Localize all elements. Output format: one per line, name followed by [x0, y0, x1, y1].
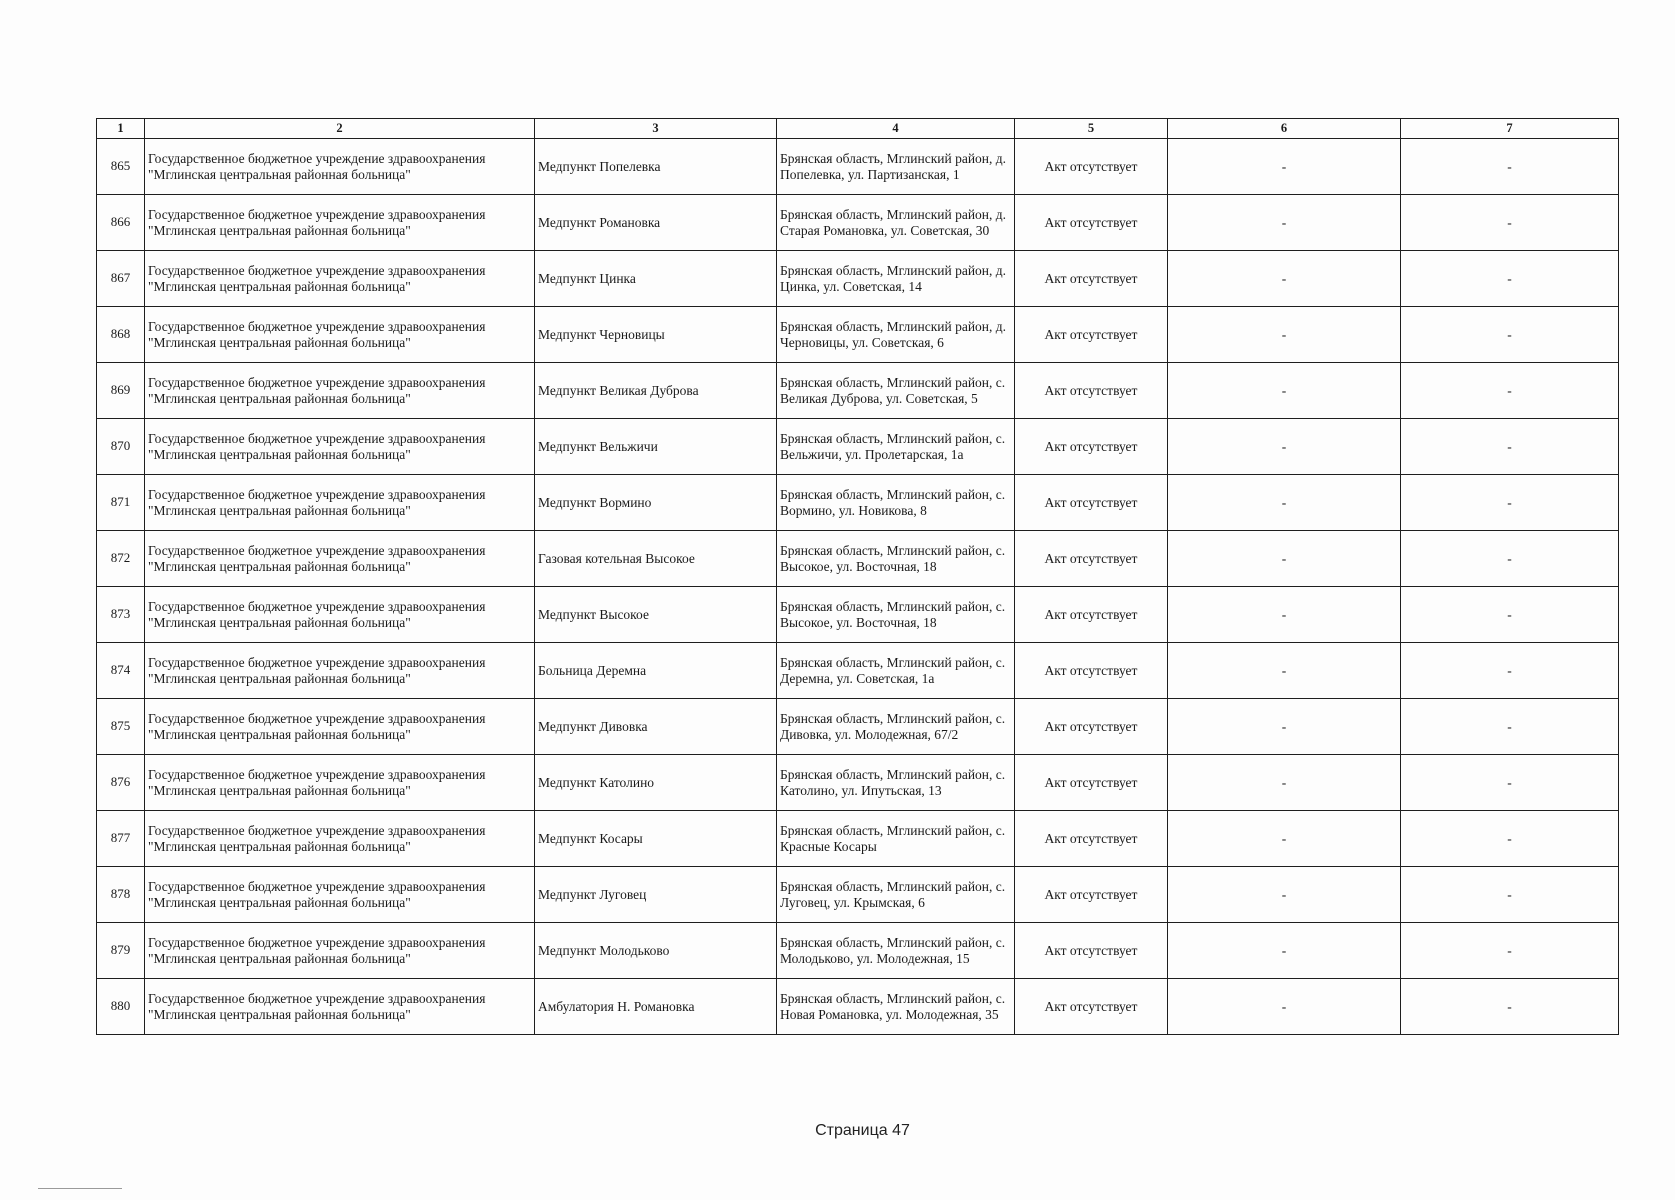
organization-cell: Государственное бюджетное учреждение здравоохранения "Мглинская центральная районная больница" [145, 251, 535, 307]
object-name-cell: Медпункт Высокое [535, 587, 777, 643]
row-number-cell: 878 [97, 867, 145, 923]
act-status-cell: Акт отсутствует [1015, 419, 1168, 475]
column-header: 3 [535, 119, 777, 139]
column-7-cell: - [1401, 531, 1619, 587]
row-number-cell: 874 [97, 643, 145, 699]
column-6-cell: - [1168, 363, 1401, 419]
registry-table [96, 118, 1619, 1035]
row-number-cell: 877 [97, 811, 145, 867]
act-status-cell: Акт отсутствует [1015, 755, 1168, 811]
column-7-cell: - [1401, 923, 1619, 979]
organization-cell: Государственное бюджетное учреждение здравоохранения "Мглинская центральная районная больница" [145, 811, 535, 867]
margin-divider [38, 1188, 122, 1189]
table-row [97, 587, 1619, 643]
address-cell: Брянская область, Мглинский район, с. Луговец, ул. Крымская, 6 [777, 867, 1015, 923]
column-6-cell: - [1168, 867, 1401, 923]
column-7-cell: - [1401, 867, 1619, 923]
column-6-cell: - [1168, 251, 1401, 307]
object-name-cell: Медпункт Попелевка [535, 139, 777, 195]
object-name-cell: Больница Деремна [535, 643, 777, 699]
act-status-cell: Акт отсутствует [1015, 699, 1168, 755]
object-name-cell: Медпункт Католино [535, 755, 777, 811]
row-number-cell: 867 [97, 251, 145, 307]
object-name-cell: Амбулатория Н. Романовка [535, 979, 777, 1035]
object-name-cell: Медпункт Черновицы [535, 307, 777, 363]
act-status-cell: Акт отсутствует [1015, 811, 1168, 867]
column-6-cell: - [1168, 755, 1401, 811]
column-6-cell: - [1168, 195, 1401, 251]
row-number-cell: 880 [97, 979, 145, 1035]
address-cell: Брянская область, Мглинский район, с. Молодьково, ул. Молодежная, 15 [777, 923, 1015, 979]
column-6-cell: - [1168, 307, 1401, 363]
table-row [97, 139, 1619, 195]
table-row [97, 923, 1619, 979]
table-row [97, 643, 1619, 699]
column-header: 2 [145, 119, 535, 139]
object-name-cell: Медпункт Великая Дуброва [535, 363, 777, 419]
column-6-cell: - [1168, 811, 1401, 867]
act-status-cell: Акт отсутствует [1015, 363, 1168, 419]
table-row [97, 251, 1619, 307]
object-name-cell: Медпункт Молодьково [535, 923, 777, 979]
table-row [97, 811, 1619, 867]
address-cell: Брянская область, Мглинский район, с. Деремна, ул. Советская, 1а [777, 643, 1015, 699]
organization-cell: Государственное бюджетное учреждение здравоохранения "Мглинская центральная районная больница" [145, 699, 535, 755]
table-row [97, 475, 1619, 531]
object-name-cell: Медпункт Цинка [535, 251, 777, 307]
act-status-cell: Акт отсутствует [1015, 139, 1168, 195]
column-7-cell: - [1401, 699, 1619, 755]
column-7-cell: - [1401, 979, 1619, 1035]
organization-cell: Государственное бюджетное учреждение здравоохранения "Мглинская центральная районная больница" [145, 419, 535, 475]
organization-cell: Государственное бюджетное учреждение здравоохранения "Мглинская центральная районная больница" [145, 195, 535, 251]
table-row [97, 699, 1619, 755]
column-header: 6 [1168, 119, 1401, 139]
act-status-cell: Акт отсутствует [1015, 531, 1168, 587]
organization-cell: Государственное бюджетное учреждение здравоохранения "Мглинская центральная районная больница" [145, 867, 535, 923]
column-7-cell: - [1401, 307, 1619, 363]
row-number-cell: 876 [97, 755, 145, 811]
column-6-cell: - [1168, 699, 1401, 755]
table-row [97, 755, 1619, 811]
address-cell: Брянская область, Мглинский район, с. Высокое, ул. Восточная, 18 [777, 531, 1015, 587]
organization-cell: Государственное бюджетное учреждение здравоохранения "Мглинская центральная районная больница" [145, 923, 535, 979]
organization-cell: Государственное бюджетное учреждение здравоохранения "Мглинская центральная районная больница" [145, 307, 535, 363]
row-number-cell: 866 [97, 195, 145, 251]
address-cell: Брянская область, Мглинский район, д. Черновицы, ул. Советская, 6 [777, 307, 1015, 363]
act-status-cell: Акт отсутствует [1015, 587, 1168, 643]
header-row [97, 119, 1619, 139]
row-number-cell: 869 [97, 363, 145, 419]
row-number-cell: 868 [97, 307, 145, 363]
table-row [97, 363, 1619, 419]
column-6-cell: - [1168, 923, 1401, 979]
act-status-cell: Акт отсутствует [1015, 251, 1168, 307]
column-6-cell: - [1168, 643, 1401, 699]
column-6-cell: - [1168, 979, 1401, 1035]
row-number-cell: 872 [97, 531, 145, 587]
column-7-cell: - [1401, 139, 1619, 195]
table-row [97, 307, 1619, 363]
column-header: 1 [97, 119, 145, 139]
object-name-cell: Газовая котельная Высокое [535, 531, 777, 587]
act-status-cell: Акт отсутствует [1015, 867, 1168, 923]
column-7-cell: - [1401, 643, 1619, 699]
organization-cell: Государственное бюджетное учреждение здравоохранения "Мглинская центральная районная больница" [145, 531, 535, 587]
organization-cell: Государственное бюджетное учреждение здравоохранения "Мглинская центральная районная больница" [145, 587, 535, 643]
page-number: Страница 47 [815, 1122, 910, 1139]
address-cell: Брянская область, Мглинский район, д. Старая Романовка, ул. Советская, 30 [777, 195, 1015, 251]
column-7-cell: - [1401, 195, 1619, 251]
row-number-cell: 871 [97, 475, 145, 531]
organization-cell: Государственное бюджетное учреждение здравоохранения "Мглинская центральная районная больница" [145, 363, 535, 419]
address-cell: Брянская область, Мглинский район, с. Католино, ул. Ипутьская, 13 [777, 755, 1015, 811]
act-status-cell: Акт отсутствует [1015, 923, 1168, 979]
object-name-cell: Медпункт Косары [535, 811, 777, 867]
column-6-cell: - [1168, 475, 1401, 531]
column-6-cell: - [1168, 139, 1401, 195]
column-7-cell: - [1401, 363, 1619, 419]
column-7-cell: - [1401, 587, 1619, 643]
column-7-cell: - [1401, 251, 1619, 307]
column-6-cell: - [1168, 587, 1401, 643]
act-status-cell: Акт отсутствует [1015, 643, 1168, 699]
address-cell: Брянская область, Мглинский район, д. Цинка, ул. Советская, 14 [777, 251, 1015, 307]
column-header: 7 [1401, 119, 1619, 139]
object-name-cell: Медпункт Вельжичи [535, 419, 777, 475]
object-name-cell: Медпункт Дивовка [535, 699, 777, 755]
row-number-cell: 879 [97, 923, 145, 979]
column-7-cell: - [1401, 811, 1619, 867]
act-status-cell: Акт отсутствует [1015, 475, 1168, 531]
column-header: 4 [777, 119, 1015, 139]
act-status-cell: Акт отсутствует [1015, 307, 1168, 363]
act-status-cell: Акт отсутствует [1015, 979, 1168, 1035]
row-number-cell: 873 [97, 587, 145, 643]
object-name-cell: Медпункт Вормино [535, 475, 777, 531]
column-6-cell: - [1168, 419, 1401, 475]
column-6-cell: - [1168, 531, 1401, 587]
address-cell: Брянская область, Мглинский район, д. Попелевка, ул. Партизанская, 1 [777, 139, 1015, 195]
table-row [97, 867, 1619, 923]
address-cell: Брянская область, Мглинский район, с. Вормино, ул. Новикова, 8 [777, 475, 1015, 531]
column-7-cell: - [1401, 755, 1619, 811]
address-cell: Брянская область, Мглинский район, с. Новая Романовка, ул. Молодежная, 35 [777, 979, 1015, 1035]
object-name-cell: Медпункт Романовка [535, 195, 777, 251]
table-row [97, 419, 1619, 475]
row-number-cell: 875 [97, 699, 145, 755]
organization-cell: Государственное бюджетное учреждение здравоохранения "Мглинская центральная районная больница" [145, 643, 535, 699]
column-7-cell: - [1401, 419, 1619, 475]
table-row [97, 531, 1619, 587]
organization-cell: Государственное бюджетное учреждение здравоохранения "Мглинская центральная районная больница" [145, 979, 535, 1035]
table-body [97, 139, 1619, 1035]
column-header: 5 [1015, 119, 1168, 139]
object-name-cell: Медпункт Луговец [535, 867, 777, 923]
organization-cell: Государственное бюджетное учреждение здравоохранения "Мглинская центральная районная больница" [145, 475, 535, 531]
table-row [97, 195, 1619, 251]
act-status-cell: Акт отсутствует [1015, 195, 1168, 251]
table-row [97, 979, 1619, 1035]
row-number-cell: 870 [97, 419, 145, 475]
address-cell: Брянская область, Мглинский район, с. Дивовка, ул. Молодежная, 67/2 [777, 699, 1015, 755]
address-cell: Брянская область, Мглинский район, с. Вельжичи, ул. Пролетарская, 1а [777, 419, 1015, 475]
address-cell: Брянская область, Мглинский район, с. Великая Дуброва, ул. Советская, 5 [777, 363, 1015, 419]
row-number-cell: 865 [97, 139, 145, 195]
column-7-cell: - [1401, 475, 1619, 531]
organization-cell: Государственное бюджетное учреждение здравоохранения "Мглинская центральная районная больница" [145, 755, 535, 811]
address-cell: Брянская область, Мглинский район, с. Высокое, ул. Восточная, 18 [777, 587, 1015, 643]
address-cell: Брянская область, Мглинский район, с. Красные Косары [777, 811, 1015, 867]
organization-cell: Государственное бюджетное учреждение здравоохранения "Мглинская центральная районная больница" [145, 139, 535, 195]
